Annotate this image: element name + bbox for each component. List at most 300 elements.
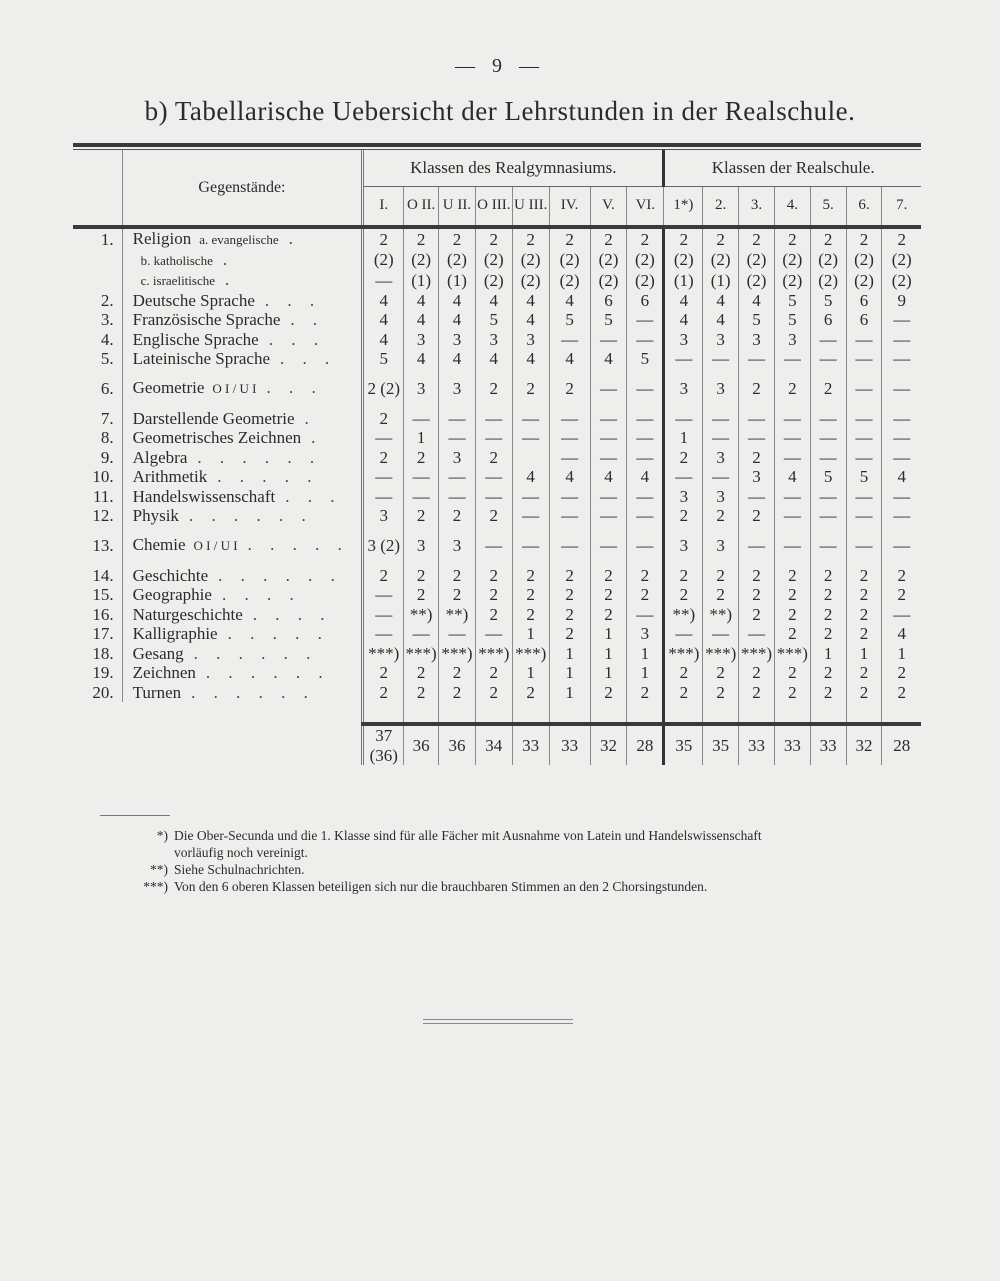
cell-realschule: (2) xyxy=(810,270,846,291)
cell-realschule: — xyxy=(846,428,882,448)
subject-cell xyxy=(122,330,363,350)
cell-realschule: 4 xyxy=(882,624,921,644)
cell-realschule: — xyxy=(882,605,921,625)
cell-realschule: — xyxy=(739,349,775,369)
header-class-rs: 7. xyxy=(882,187,921,228)
cell-realgymnasium: 2 xyxy=(439,683,476,703)
header-subjects: Gegenstände: xyxy=(122,150,363,227)
totals-label-blank xyxy=(73,726,363,765)
spacer-cell xyxy=(590,702,627,724)
leader-dots: . . . . xyxy=(221,585,301,604)
cell-realschule: 2 xyxy=(664,663,703,683)
cell-realgymnasium: 4 xyxy=(475,291,512,311)
spacer-cell xyxy=(439,702,476,724)
cell-realgymnasium: 2 xyxy=(379,229,388,249)
leader-dots: . xyxy=(288,229,300,248)
table-row xyxy=(73,585,921,605)
cell-realschule: 2 xyxy=(846,585,882,605)
cell-realgymnasium: 2 xyxy=(590,585,627,605)
cell-realgymnasium: (2) xyxy=(475,270,512,291)
leader-dots: . . . . . . xyxy=(193,643,318,663)
header-class-rg: VI. xyxy=(627,187,664,228)
cell-realschule: 2 xyxy=(664,506,703,526)
subject-cell xyxy=(122,566,363,586)
decorative-double-rule xyxy=(423,1019,573,1024)
spacer-cell xyxy=(882,702,921,724)
row-number: 4. xyxy=(100,329,114,349)
cell-realschule: 1 xyxy=(664,428,703,448)
cell-realschule: 2 xyxy=(810,663,846,683)
cell-realschule: — xyxy=(882,526,921,566)
leader-dots: . . . . . xyxy=(227,624,329,643)
subject-name: Geometrie xyxy=(132,378,205,398)
cell-realgymnasium: 4 xyxy=(404,291,439,311)
cell-realgymnasium: — xyxy=(590,506,627,526)
leader-dots: . xyxy=(304,408,316,428)
cell-realschule: 2 xyxy=(774,369,810,409)
subject-sub: O I / U I xyxy=(212,381,257,397)
row-number: 16. xyxy=(92,604,114,624)
header-class-rg: V. xyxy=(590,187,627,228)
row-number: 2. xyxy=(100,290,114,310)
header-class-rg: O III. xyxy=(475,187,512,228)
subject-name: Algebra xyxy=(132,447,188,467)
cell-realgymnasium: — xyxy=(549,487,590,507)
cell-realschule: — xyxy=(846,448,882,468)
spacer-row xyxy=(73,702,921,724)
footnote-text: Von den 6 oberen Klassen beteiligen sich nur die brauchbaren Stimmen an den 2 Chorsingstunden. xyxy=(174,879,708,894)
cell-realgymnasium: — xyxy=(549,330,590,350)
leader-dots: . xyxy=(225,270,237,289)
cell-realschule: 5 xyxy=(846,467,882,487)
cell-realschule: **) xyxy=(703,605,739,625)
total-realgymnasium xyxy=(363,726,404,765)
cell-realschule: (2) xyxy=(846,250,882,271)
cell-realschule: (2) xyxy=(703,250,739,271)
spacer-cell xyxy=(664,702,703,724)
cell-realschule: 4 xyxy=(703,310,739,330)
footnote-mark: **) xyxy=(150,862,168,877)
cell-realschule: 1 xyxy=(810,644,846,664)
cell-realschule: (2) xyxy=(739,270,775,291)
cell-realschule: — xyxy=(882,310,921,330)
cell-realschule: 3 xyxy=(664,369,703,409)
subject-name: Geographie xyxy=(132,585,212,604)
cell-realgymnasium: (2) xyxy=(404,250,439,271)
table-row xyxy=(73,467,921,487)
cell-realgymnasium: 2 xyxy=(404,683,439,703)
cell-realgymnasium: (2) xyxy=(590,270,627,291)
table-header xyxy=(73,150,921,227)
cell-realgymnasium: — xyxy=(375,585,393,604)
cell-realgymnasium: 2 xyxy=(590,605,627,625)
cell-realschule: (2) xyxy=(664,250,703,271)
cell-realschule: 4 xyxy=(774,467,810,487)
subject-cell xyxy=(122,250,363,271)
lesson-hours-table xyxy=(73,143,921,765)
cell-realgymnasium: 5 xyxy=(627,349,664,369)
subject-name: Kalligraphie xyxy=(132,624,218,643)
cell-realgymnasium: 2 xyxy=(379,408,388,428)
subject-name: Zeichnen xyxy=(132,663,196,682)
cell-realschule: 2 xyxy=(739,566,775,586)
table-row xyxy=(73,349,921,369)
row-number: 8. xyxy=(100,428,114,447)
leader-dots: . . xyxy=(290,310,325,329)
subject-name: Gesang xyxy=(132,643,184,663)
cell-realgymnasium: 2 xyxy=(404,506,439,526)
cell-realgymnasium: 2 xyxy=(627,566,664,586)
leader-dots: . xyxy=(311,428,323,447)
cell-realgymnasium: 4 xyxy=(379,290,388,310)
spacer-cell xyxy=(363,702,404,724)
cell-realschule: 2 xyxy=(739,448,775,468)
cell-realgymnasium: 2 xyxy=(379,565,388,585)
subject-sub: b. katholische xyxy=(140,252,213,268)
header-number-col xyxy=(73,150,122,227)
subject-cell xyxy=(122,310,363,330)
row-number: 9. xyxy=(100,447,114,467)
cell-realschule: ***) xyxy=(774,644,810,664)
cell-realgymnasium: 4 xyxy=(590,467,627,487)
cell-realgymnasium: 4 xyxy=(404,310,439,330)
cell-realgymnasium: (2) xyxy=(373,250,394,269)
cell-realgymnasium: — xyxy=(512,526,549,566)
cell-realschule: — xyxy=(703,467,739,487)
cell-realgymnasium: 6 xyxy=(590,291,627,311)
cell-realgymnasium: ***) xyxy=(512,644,549,664)
cell-realschule: 2 xyxy=(882,683,921,703)
cell-realschule: — xyxy=(703,624,739,644)
footnote-continuation: vorläufig noch vereinigt. xyxy=(174,845,308,860)
cell-realschule: 3 xyxy=(703,526,739,566)
cell-realgymnasium: — xyxy=(475,624,512,644)
cell-realgymnasium: 1 xyxy=(590,644,627,664)
cell-realschule: — xyxy=(882,487,921,507)
total-realschule: 33 xyxy=(739,726,775,765)
cell-realschule: — xyxy=(810,448,846,468)
cell-realgymnasium: 2 xyxy=(404,585,439,605)
total-realgymnasium xyxy=(512,726,549,765)
cell-realgymnasium: — xyxy=(590,369,627,409)
cell-realgymnasium: 2 xyxy=(627,683,664,703)
subject-cell xyxy=(122,506,363,526)
cell-realgymnasium: 2 xyxy=(512,566,549,586)
cell-realgymnasium: ***) xyxy=(405,643,437,663)
cell-realgymnasium: — xyxy=(627,487,664,507)
cell-realschule: 2 xyxy=(846,624,882,644)
leader-dots: . . . . . . xyxy=(197,447,322,467)
cell-realgymnasium: (1) xyxy=(439,270,476,291)
cell-realgymnasium: 2 xyxy=(404,229,439,250)
cell-realschule: — xyxy=(882,330,921,350)
cell-realschule: — xyxy=(774,448,810,468)
cell-realgymnasium: 4 xyxy=(512,467,549,487)
subject-name: Religion xyxy=(132,229,192,248)
cell-realgymnasium xyxy=(512,448,549,468)
footnote-mark: ***) xyxy=(143,879,168,894)
cell-realgymnasium: (1) xyxy=(404,270,439,291)
subject-cell xyxy=(122,585,363,605)
cell-realschule: — xyxy=(882,409,921,429)
cell-realgymnasium: — xyxy=(375,624,393,643)
cell-realgymnasium: 2 xyxy=(439,663,476,683)
cell-realgymnasium: — xyxy=(375,270,393,290)
cell-realgymnasium: 4 xyxy=(379,310,388,329)
cell-realgymnasium: 2 xyxy=(549,605,590,625)
cell-realgymnasium: — xyxy=(512,487,549,507)
subject-cell xyxy=(122,270,363,291)
cell-realgymnasium: — xyxy=(627,330,664,350)
cell-realgymnasium: 2 xyxy=(512,605,549,625)
cell-realgymnasium: — xyxy=(590,409,627,429)
cell-realgymnasium: 2 xyxy=(439,506,476,526)
row-number: 6. xyxy=(100,378,114,398)
cell-realgymnasium: — xyxy=(375,604,393,624)
leader-dots: . . . . xyxy=(252,604,332,624)
cell-realschule: — xyxy=(739,526,775,566)
cell-realschule: 6 xyxy=(846,291,882,311)
cell-realgymnasium: — xyxy=(627,526,664,566)
cell-realgymnasium: 4 xyxy=(439,349,476,369)
cell-realschule: 2 xyxy=(846,663,882,683)
row-number: 19. xyxy=(92,663,114,682)
cell-realgymnasium: 5 xyxy=(475,310,512,330)
spacer-cell xyxy=(627,702,664,724)
cell-realschule: — xyxy=(664,409,703,429)
cell-realgymnasium: — xyxy=(549,428,590,448)
row-number: 13. xyxy=(92,535,114,555)
leader-dots: . . . . . . xyxy=(188,506,313,525)
cell-realgymnasium: 4 xyxy=(512,310,549,330)
table-row xyxy=(73,270,921,291)
cell-realschule: 2 xyxy=(739,585,775,605)
total-value: 36 xyxy=(412,735,430,755)
cell-realschule: 3 xyxy=(739,330,775,350)
table-row xyxy=(73,428,921,448)
leader-dots: . . . . . . xyxy=(191,682,315,702)
subject-name: Handelswissenschaft xyxy=(132,486,276,506)
cell-realschule: — xyxy=(739,624,775,644)
row-number: 5. xyxy=(100,349,114,368)
cell-realschule: — xyxy=(810,506,846,526)
cell-realgymnasium: 5 xyxy=(379,349,388,368)
cell-realgymnasium: (2) xyxy=(512,250,549,271)
footnote-mark: *) xyxy=(156,828,168,843)
cell-realgymnasium: 2 xyxy=(439,585,476,605)
table-row xyxy=(73,566,921,586)
cell-realgymnasium: 1 xyxy=(512,663,549,683)
row-number: 3. xyxy=(100,310,114,329)
cell-realschule: 4 xyxy=(703,291,739,311)
subject-name: Geometrisches Zeichnen xyxy=(132,428,302,447)
subject-name: Darstellende Geometrie xyxy=(132,408,295,428)
cell-realgymnasium: 2 xyxy=(404,663,439,683)
cell-realgymnasium: 4 xyxy=(439,310,476,330)
cell-realgymnasium: 2 xyxy=(549,624,590,644)
footnotes xyxy=(118,827,928,895)
header-class-rs: 2. xyxy=(703,187,739,228)
subject-cell xyxy=(122,526,363,566)
cell-realschule: 2 xyxy=(703,663,739,683)
cell-realschule: — xyxy=(846,487,882,507)
spacer-cell xyxy=(549,702,590,724)
total-realgymnasium xyxy=(475,726,512,765)
cell-realgymnasium: 4 xyxy=(404,349,439,369)
header-class-rg: IV. xyxy=(549,187,590,228)
cell-realgymnasium: 1 xyxy=(590,624,627,644)
cell-realgymnasium: 1 xyxy=(627,663,664,683)
cell-realgymnasium: 2 xyxy=(549,585,590,605)
spacer-cell xyxy=(739,702,775,724)
cell-realgymnasium: — xyxy=(404,487,439,507)
cell-realschule: 2 xyxy=(810,369,846,409)
cell-realschule: — xyxy=(774,409,810,429)
cell-realschule: — xyxy=(703,428,739,448)
header-group-realgymnasium: Klassen des Realgymnasiums. xyxy=(363,150,664,187)
cell-realgymnasium: — xyxy=(549,448,590,468)
cell-realgymnasium: — xyxy=(375,467,393,486)
page-title: b) Tabellarische Uebersicht der Lehrstunden in der Realschule. xyxy=(144,96,856,126)
subject-sub: O I / U I xyxy=(193,538,238,554)
spacer-cell xyxy=(810,702,846,724)
cell-realschule: — xyxy=(882,349,921,369)
cell-realgymnasium: — xyxy=(475,428,512,448)
cell-realschule: 3 xyxy=(664,526,703,566)
cell-realschule: — xyxy=(846,409,882,429)
cell-realgymnasium: 3 xyxy=(627,624,664,644)
spacer-cell xyxy=(703,702,739,724)
cell-realschule: 3 xyxy=(664,487,703,507)
cell-realgymnasium: 6 xyxy=(627,291,664,311)
cell-realschule: 3 xyxy=(774,330,810,350)
row-number xyxy=(73,270,122,291)
cell-realschule: 3 xyxy=(739,467,775,487)
cell-realschule: 4 xyxy=(882,467,921,487)
spacer-cell xyxy=(73,702,363,724)
cell-realgymnasium: 2 xyxy=(549,369,590,409)
cell-realschule: 2 xyxy=(664,566,703,586)
cell-realschule: — xyxy=(882,506,921,526)
total-realgymnasium xyxy=(627,726,664,765)
subject-cell xyxy=(122,409,363,429)
cell-realgymnasium: 1 xyxy=(549,663,590,683)
subject-cell xyxy=(122,349,363,369)
cell-realschule: — xyxy=(846,349,882,369)
cell-realgymnasium: 2 xyxy=(404,566,439,586)
subject-cell xyxy=(122,683,363,703)
cell-realgymnasium: (2) xyxy=(549,250,590,271)
cell-realschule: 2 xyxy=(810,585,846,605)
table-row xyxy=(73,644,921,664)
cell-realgymnasium: — xyxy=(439,409,476,429)
cell-realgymnasium: — xyxy=(627,506,664,526)
cell-realgymnasium: 2 xyxy=(439,566,476,586)
cell-realschule: 2 xyxy=(664,585,703,605)
cell-realschule: 6 xyxy=(810,310,846,330)
cell-realschule: 5 xyxy=(774,291,810,311)
row-number: 17. xyxy=(92,624,114,643)
cell-realschule: 2 xyxy=(703,229,739,250)
cell-realschule: — xyxy=(774,349,810,369)
cell-realgymnasium: (2) xyxy=(512,270,549,291)
cell-realgymnasium: 4 xyxy=(549,467,590,487)
cell-realgymnasium: — xyxy=(375,428,393,447)
cell-realschule: ***) xyxy=(739,644,775,664)
cell-realschule: **) xyxy=(664,605,703,625)
cell-realschule: — xyxy=(774,506,810,526)
cell-realgymnasium: — xyxy=(627,369,664,409)
cell-realgymnasium: **) xyxy=(404,605,439,625)
cell-realschule: 2 xyxy=(664,683,703,703)
subject-cell xyxy=(122,369,363,409)
cell-realschule: 5 xyxy=(774,310,810,330)
cell-realschule: 2 xyxy=(882,663,921,683)
spacer-cell xyxy=(404,702,439,724)
cell-realgymnasium: 2 xyxy=(475,566,512,586)
row-number: 10. xyxy=(92,467,114,486)
cell-realschule: (2) xyxy=(774,250,810,271)
total-value: 36 xyxy=(448,735,466,755)
cell-realgymnasium: 3 (2) xyxy=(367,535,401,555)
subject-cell xyxy=(122,291,363,311)
cell-realgymnasium: — xyxy=(404,409,439,429)
cell-realschule: (2) xyxy=(846,270,882,291)
cell-realgymnasium: 1 xyxy=(512,624,549,644)
cell-realschule: 2 xyxy=(703,506,739,526)
cell-realgymnasium: 3 xyxy=(439,330,476,350)
cell-realgymnasium: — xyxy=(590,428,627,448)
table-row xyxy=(73,369,921,409)
cell-realschule: 3 xyxy=(703,448,739,468)
cell-realschule: 9 xyxy=(882,291,921,311)
total-realschule: 35 xyxy=(703,726,739,765)
footnote-text: Siehe Schulnachrichten. xyxy=(174,862,305,877)
cell-realgymnasium: — xyxy=(549,526,590,566)
total-value: 33 xyxy=(522,735,540,755)
total-value: 28 xyxy=(636,735,654,755)
header-class-rs: 1*) xyxy=(664,187,703,228)
total-realschule: 33 xyxy=(774,726,810,765)
cell-realgymnasium: — xyxy=(439,487,476,507)
cell-realgymnasium: 4 xyxy=(379,329,388,349)
cell-realgymnasium: — xyxy=(627,428,664,448)
cell-realschule: 5 xyxy=(739,310,775,330)
cell-realgymnasium: 1 xyxy=(549,683,590,703)
cell-realschule: 2 xyxy=(774,683,810,703)
cell-realgymnasium: 1 xyxy=(627,644,664,664)
cell-realgymnasium: 4 xyxy=(512,291,549,311)
cell-realgymnasium: — xyxy=(439,624,476,644)
total-value: 33 xyxy=(561,735,579,755)
cell-realgymnasium: 4 xyxy=(512,349,549,369)
cell-realgymnasium: — xyxy=(590,526,627,566)
page-number: — 9 — xyxy=(455,55,545,77)
cell-realgymnasium: 2 xyxy=(590,229,627,250)
total-value: 34 xyxy=(485,735,503,755)
cell-realgymnasium: 3 xyxy=(379,506,388,525)
cell-realgymnasium: — xyxy=(475,409,512,429)
cell-realschule: — xyxy=(810,349,846,369)
cell-realschule: 2 xyxy=(739,663,775,683)
cell-realschule: 2 xyxy=(846,566,882,586)
cell-realgymnasium: 2 xyxy=(590,566,627,586)
cell-realgymnasium: 3 xyxy=(475,330,512,350)
footnote xyxy=(118,878,928,895)
subject-name: Arithmetik xyxy=(132,467,208,486)
cell-realgymnasium: 1 xyxy=(590,663,627,683)
leader-dots: . . . xyxy=(264,290,322,310)
